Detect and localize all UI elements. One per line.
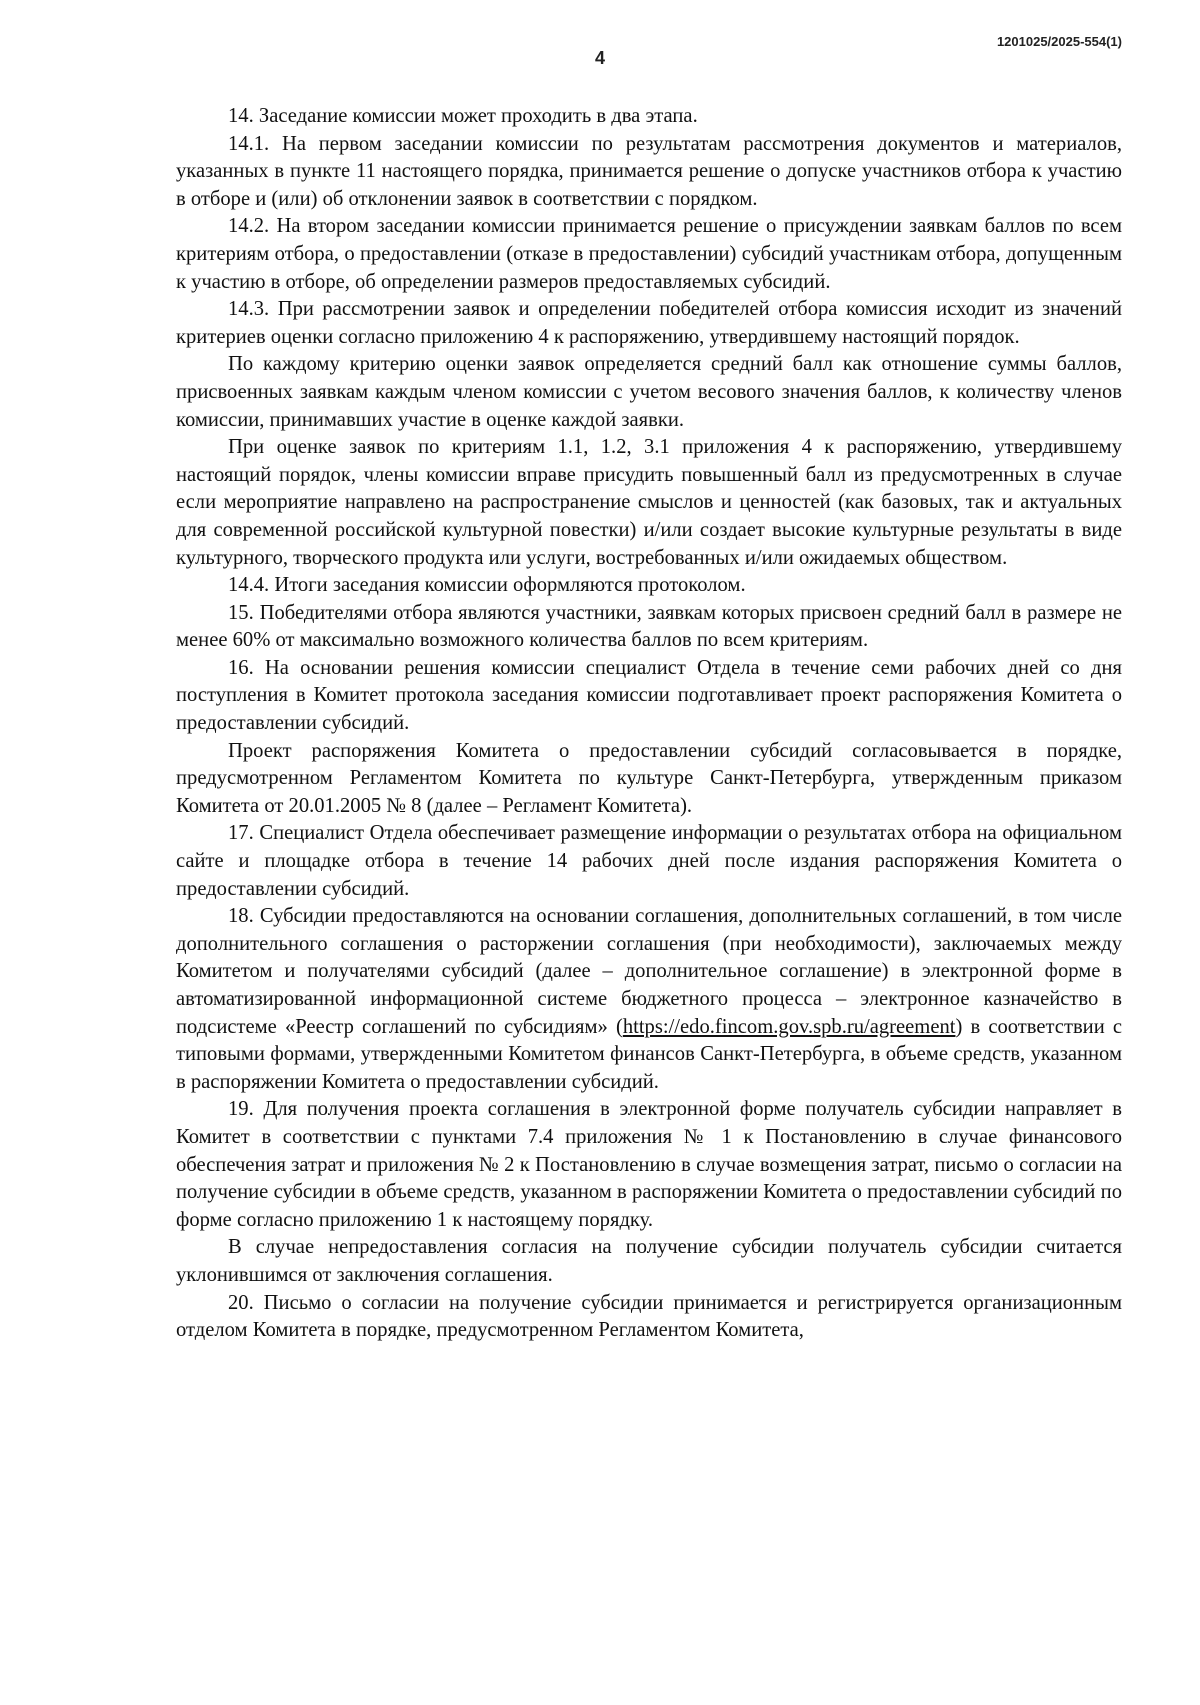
page-number: 4 (594, 48, 605, 68)
paragraph-16: 16. На основании решения комиссии специалист Отдела в течение семи рабочих дней со дня поступления в Комитет протокола заседания комиссии подготавливает проект распоряжения Комитета о предоставлении субсидий. (176, 656, 1122, 735)
paragraph-increased-score: При оценке заявок по критериям 1.1, 1.2, 3.1 приложения 4 к распоряжению, утвердившему настоящий порядок, члены комиссии вправе присудить повышенный балл из предусмотренных в случае если мероприятие направлено на распространение смыслов и ценностей (как базовых, так и актуальных для современной российской культурной повестки) и/или создает высокие культурные результаты в виде культурного, творческого продукта или услуги, востребованных и/или ожидаемых обществом. (176, 436, 1122, 569)
paragraph-17: 17. Специалист Отдела обеспечивает размещение информации о результатах отбора на официальном сайте и площадке отбора в течение 14 рабочих дней после издания распоряжения Комитета о предоставлении субсидий. (176, 822, 1122, 900)
document-id: 1201025/2025-554(1) (996, 34, 1122, 49)
paragraph-19: 19. Для получения проекта соглашения в электронной форме получатель субсидии направляет в Комитет в соответствии с пунктами 7.4 приложения № 1 к Постановлению в случае финансового обеспечения затрат и приложения № 2 к Постановлению в случае возмещения затрат, письмо о согласии на получение субсидии в объеме средств, указанном в распоряжении Комитета о предоставлении субсидий по форме согласно приложению 1 к настоящему порядку. (176, 1098, 1122, 1231)
paragraph-18 (176, 903, 1122, 1096)
paragraph-average-score: По каждому критерию оценки заявок определяется средний балл как отношение суммы баллов, присвоенных заявкам каждым членом комиссии с учетом весового значения баллов, к количеству членов комиссии, принимавших участие в оценке каждой заявки. (176, 353, 1122, 431)
paragraph-14-3: 14.3. При рассмотрении заявок и определении победителей отбора комиссия исходит из значений критериев оценки согласно приложению 4 к распоряжению, утвердившему настоящий порядок. (176, 298, 1122, 348)
paragraph-18-text-start: 18. Субсидии предоставляются на основании соглашения, дополнительных соглашений, в том числе дополнительного соглашения о расторжении соглашения (при необходимости), заключаемых между Комитетом и получателями субсидий (далее – дополнительное соглашение) в электронной форме в автоматизированной информационной системе бюджетного процесса – электронное казначейство в подсистеме «Реестр соглашений по субсидиям» ( (176, 905, 1122, 1038)
paragraph-14-4: 14.4. Итоги заседания комиссии оформляются протоколом. (228, 574, 746, 597)
paragraph-14-2: 14.2. На втором заседании комиссии принимается решение о присуждении заявкам баллов по всем критериям отбора, о предоставлении (отказе в предоставлении) субсидий участникам отбора, допущенным к участию в отборе, об определении размеров предоставляемых субсидий. (176, 215, 1122, 293)
document-body (176, 103, 1122, 1345)
paragraph-20: 20. Письмо о согласии на получение субсидии принимается и регистрируется организационным отделом Комитета в порядке, предусмотренном Регламентом Комитета, (176, 1291, 1122, 1342)
agreement-registry-link[interactable]: https://edo.fincom.gov.spb.ru/agreement (622, 1015, 956, 1038)
paragraph-18-text-end: ) в соответствии с типовыми формами, утвержденными Комитетом финансов Санкт-Петербурга, в объеме средств, указанном в распоряжении Комитета о предоставлении субсидий. (176, 1015, 1122, 1093)
paragraph-14: 14. Заседание комиссии может проходить в два этапа. (228, 105, 698, 127)
paragraph-refusal: В случае непредоставления согласия на получение субсидии получатель субсидии считается уклонившимся от заключения соглашения. (176, 1236, 1122, 1286)
paragraph-draft-order: Проект распоряжения Комитета о предоставлении субсидий согласовывается в порядке, предусмотренном Регламентом Комитета по культуре Санкт-Петербурга, утвержденным приказом Комитета от 20.01.2005 № 8 (далее – Регламент Комитета). (176, 739, 1122, 817)
paragraph-14-1: 14.1. На первом заседании комиссии по результатам рассмотрения документов и материалов, указанных в пункте 11 настоящего порядка, принимается решение о допуске участников отбора к участию в отборе и (или) об отклонении заявок в соответствии с порядком. (176, 132, 1122, 210)
paragraph-15: 15. Победителями отбора являются участники, заявкам которых присвоен средний балл в размере не менее 60% от максимально возможного количества баллов по всем критериям. (176, 601, 1122, 652)
